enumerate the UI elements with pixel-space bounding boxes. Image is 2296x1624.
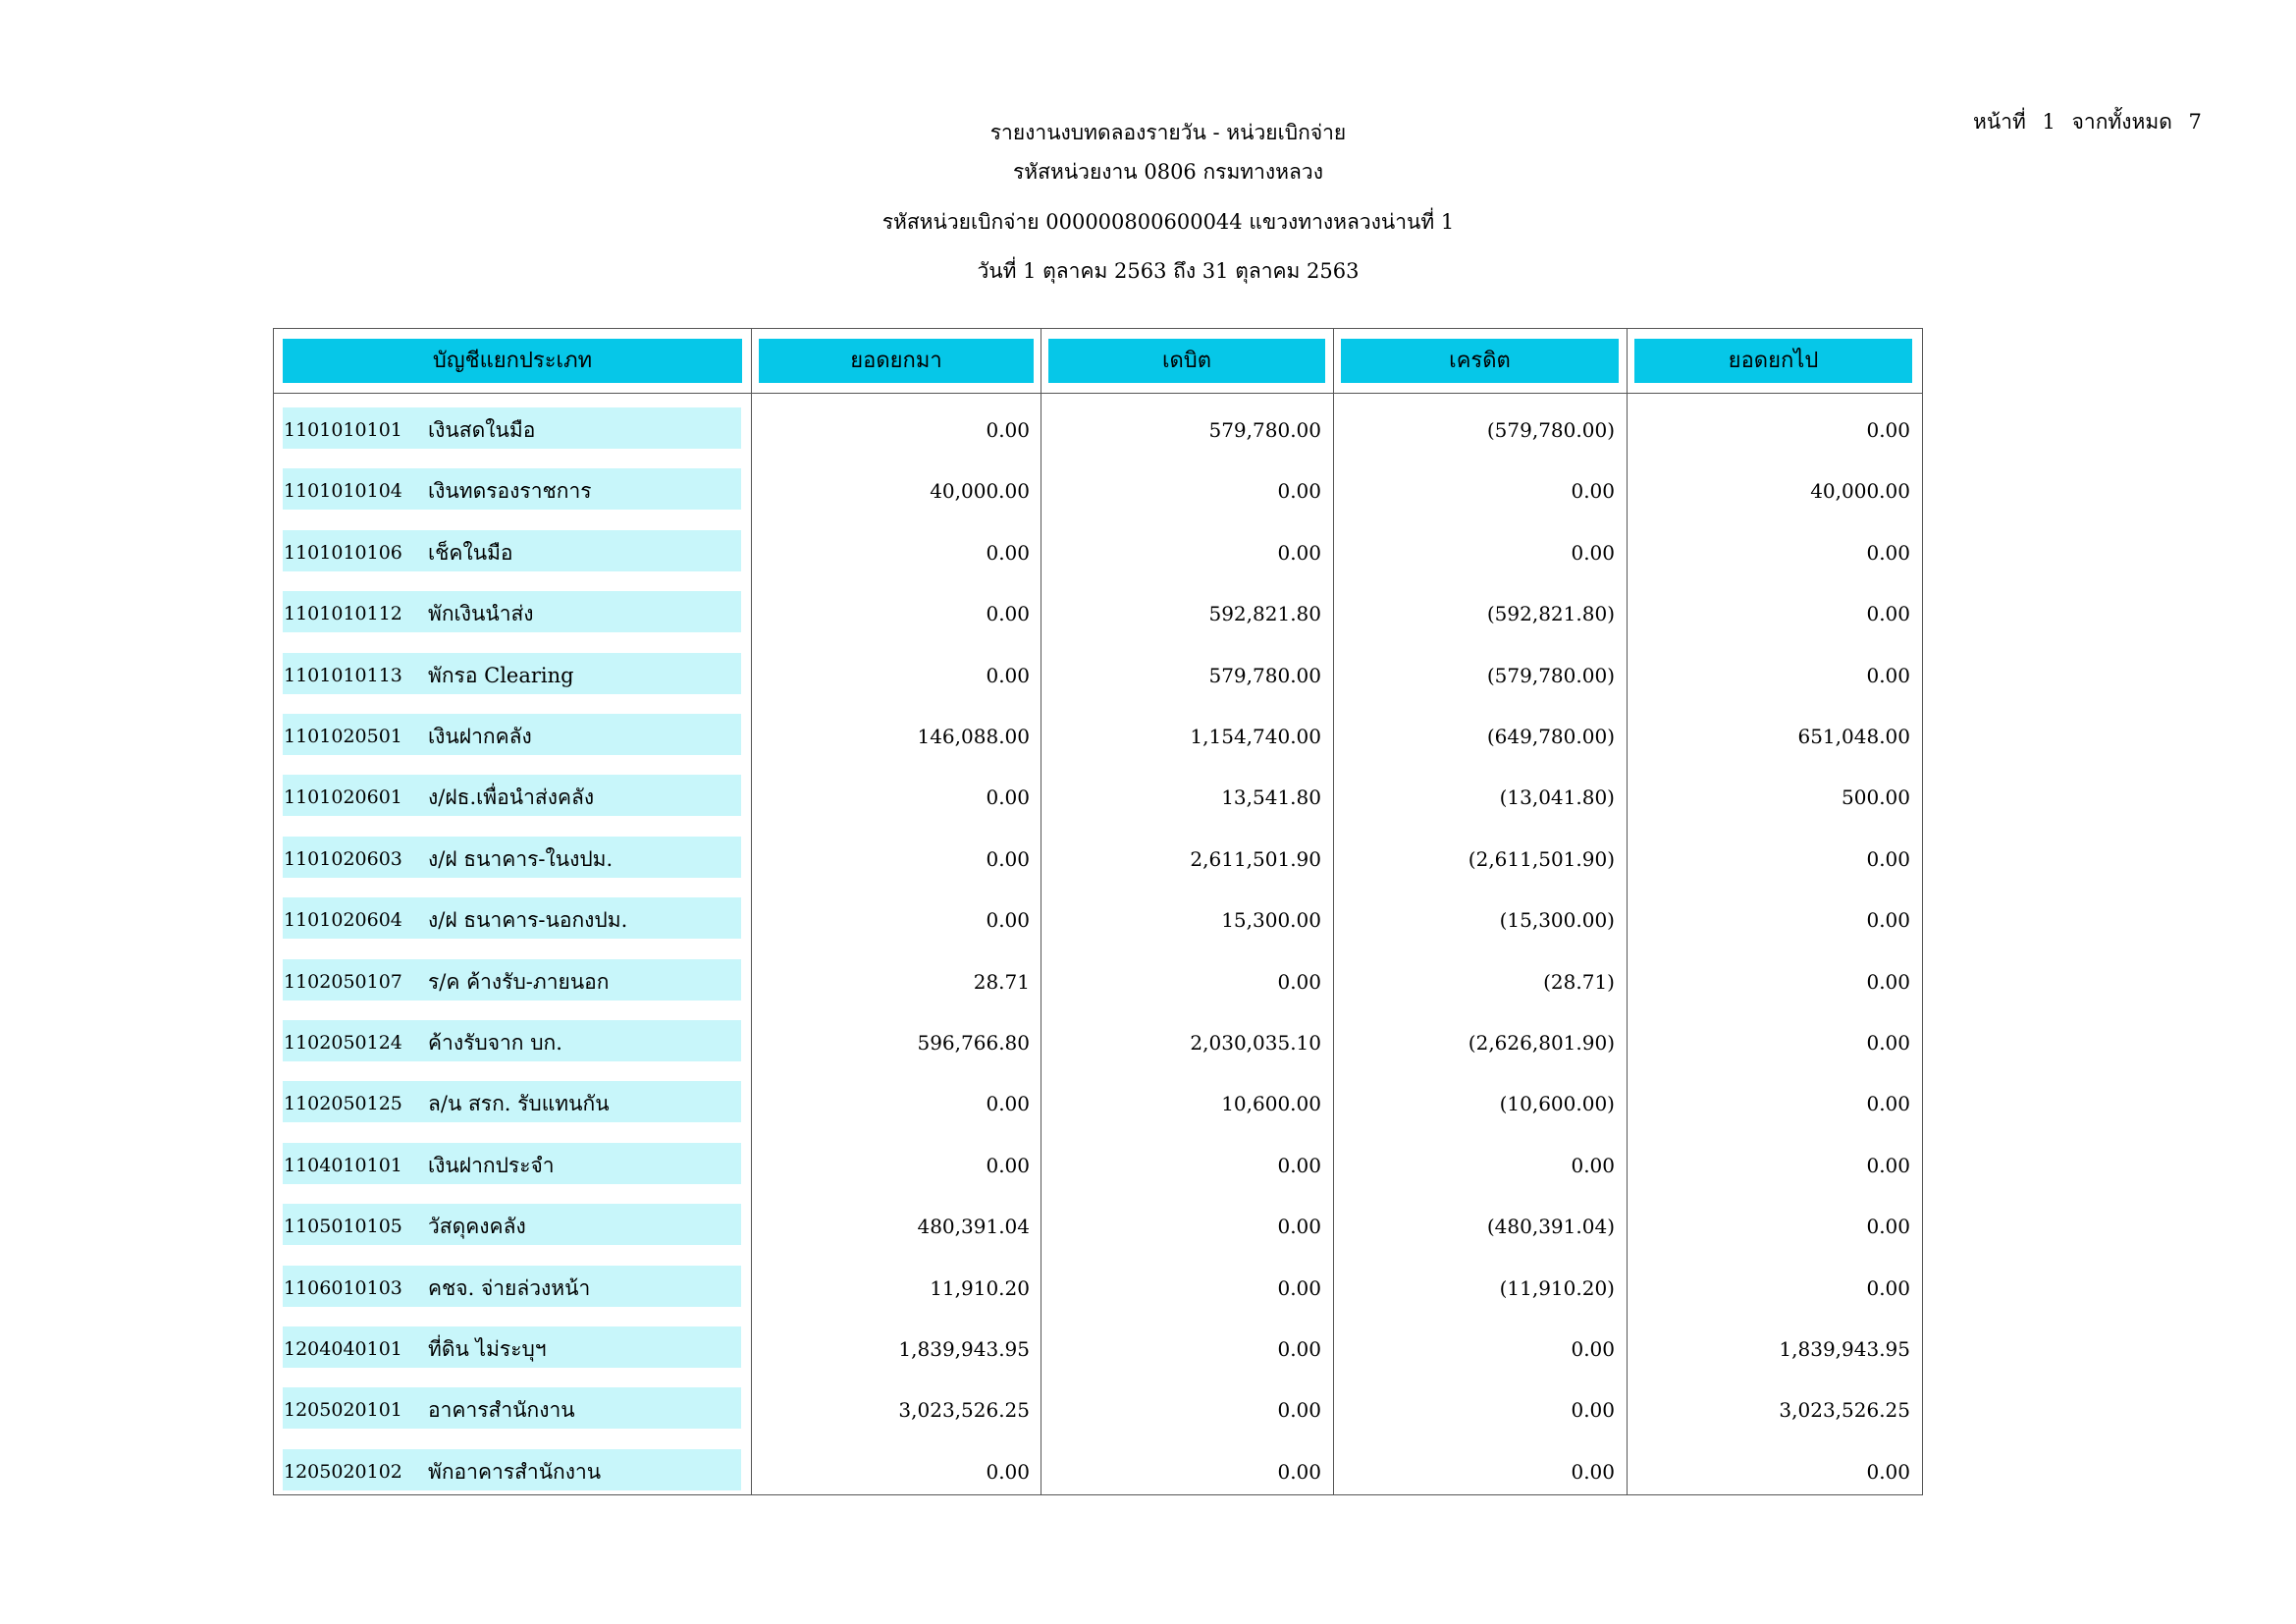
table-row <box>274 1204 1922 1245</box>
account-name: พักอาคารสำนักงาน <box>428 1460 602 1484</box>
brought-forward-value: 480,391.04 <box>917 1215 1030 1238</box>
col-header-brought-forward: ยอดยกมา <box>759 339 1034 383</box>
credit-value: 0.00 <box>1571 479 1615 503</box>
carried-forward-value: 0.00 <box>1866 908 1910 932</box>
carried-forward-value: 0.00 <box>1866 1031 1910 1055</box>
carried-forward-value: 0.00 <box>1866 847 1910 871</box>
carried-forward-value: 0.00 <box>1866 602 1910 625</box>
account-code: 1101020603 <box>284 848 402 870</box>
debit-value: 0.00 <box>1277 541 1321 565</box>
brought-forward-value: 11,910.20 <box>930 1276 1030 1300</box>
debit-value: 579,780.00 <box>1208 418 1321 442</box>
credit-value: (592,821.80) <box>1486 602 1615 625</box>
credit-value: 0.00 <box>1571 541 1615 565</box>
brought-forward-value: 146,088.00 <box>917 725 1030 748</box>
account-code: 1101010106 <box>284 542 402 564</box>
debit-value: 0.00 <box>1277 1276 1321 1300</box>
brought-forward-value: 3,023,526.25 <box>898 1398 1030 1422</box>
account-code: 1101020501 <box>284 726 402 747</box>
table-row <box>274 959 1922 1001</box>
account-cell <box>283 530 741 571</box>
account-code: 1204040101 <box>284 1338 402 1360</box>
credit-value: (2,611,501.90) <box>1468 847 1615 871</box>
table-row <box>274 897 1922 939</box>
debit-value: 15,300.00 <box>1221 908 1321 932</box>
account-cell <box>283 1387 741 1429</box>
account-cell <box>283 1081 741 1122</box>
page-number: 1 <box>2042 110 2056 134</box>
account-cell <box>283 591 741 632</box>
account-code: 1106010103 <box>284 1277 402 1299</box>
debit-value: 0.00 <box>1277 1215 1321 1238</box>
brought-forward-value: 0.00 <box>986 1092 1030 1115</box>
col-header-debit: เดบิต <box>1048 339 1325 383</box>
account-name: ง/ฝ ธนาคาร-นอกงปม. <box>428 908 628 932</box>
table-row <box>274 530 1922 571</box>
page-indicator <box>1973 106 2238 138</box>
trial-balance-table <box>273 328 1923 1495</box>
carried-forward-value: 0.00 <box>1866 1154 1910 1177</box>
carried-forward-value: 0.00 <box>1866 1215 1910 1238</box>
col-header-account: บัญชีแยกประเภท <box>283 339 742 383</box>
report-period: วันที่ 1 ตุลาคม 2563 ถึง 31 ตุลาคม 2563 <box>977 259 1360 283</box>
carried-forward-value: 0.00 <box>1866 664 1910 687</box>
table-row <box>274 468 1922 510</box>
carried-forward-value: 500.00 <box>1842 785 1910 809</box>
debit-value: 592,821.80 <box>1208 602 1321 625</box>
account-name: คชจ. จ่ายล่วงหน้า <box>428 1276 591 1300</box>
report-title: รายงานงบทดลองรายวัน - หน่วยเบิกจ่าย <box>989 121 1347 144</box>
table-row <box>274 407 1922 449</box>
account-name: เงินฝากประจำ <box>428 1154 555 1177</box>
carried-forward-value: 0.00 <box>1866 970 1910 994</box>
account-code: 1101010112 <box>284 603 402 624</box>
account-name: เงินสดในมือ <box>428 418 536 442</box>
credit-value: 0.00 <box>1571 1154 1615 1177</box>
credit-value: (480,391.04) <box>1486 1215 1615 1238</box>
account-name: วัสดุคงคลัง <box>428 1215 526 1238</box>
account-name: อาคารสำนักงาน <box>428 1398 575 1422</box>
account-code: 1105010105 <box>284 1216 402 1237</box>
brought-forward-value: 0.00 <box>986 664 1030 687</box>
debit-value: 2,611,501.90 <box>1190 847 1321 871</box>
carried-forward-value: 0.00 <box>1866 1092 1910 1115</box>
brought-forward-value: 40,000.00 <box>930 479 1030 503</box>
brought-forward-value: 0.00 <box>986 1154 1030 1177</box>
table-row <box>274 591 1922 632</box>
table-row <box>274 714 1922 755</box>
brought-forward-value: 0.00 <box>986 418 1030 442</box>
carried-forward-value: 0.00 <box>1866 418 1910 442</box>
brought-forward-value: 0.00 <box>986 541 1030 565</box>
debit-value: 579,780.00 <box>1208 664 1321 687</box>
carried-forward-value: 651,048.00 <box>1797 725 1910 748</box>
credit-value: (579,780.00) <box>1486 664 1615 687</box>
credit-value: (2,626,801.90) <box>1468 1031 1615 1055</box>
account-cell <box>283 468 741 510</box>
account-code: 1101010101 <box>284 419 402 441</box>
account-code: 1101010113 <box>284 665 402 686</box>
debit-value: 10,600.00 <box>1221 1092 1321 1115</box>
debit-value: 1,154,740.00 <box>1190 725 1321 748</box>
account-name: เช็คในมือ <box>428 541 513 565</box>
agency-code: รหัสหน่วยงาน 0806 กรมทางหลวง <box>1013 160 1323 184</box>
account-name: ง/ฝ ธนาคาร-ในงปม. <box>428 847 614 871</box>
disbursing-unit: รหัสหน่วยเบิกจ่าย 000000800600044 แขวงทางหลวงน่านที่ 1 <box>881 210 1455 234</box>
account-cell <box>283 1204 741 1245</box>
account-cell <box>283 1449 741 1490</box>
debit-value: 13,541.80 <box>1221 785 1321 809</box>
account-name: ร/ค ค้างรับ-ภายนอก <box>428 970 610 994</box>
credit-value: (10,600.00) <box>1499 1092 1615 1115</box>
account-name: เงินทดรองราชการ <box>428 479 592 503</box>
table-row <box>274 1143 1922 1184</box>
table-header <box>274 339 1922 383</box>
table-row <box>274 1326 1922 1368</box>
account-name: ล/น สรก. รับแทนกัน <box>428 1092 610 1115</box>
account-code: 1101010104 <box>284 480 402 502</box>
account-cell <box>283 653 741 694</box>
brought-forward-value: 0.00 <box>986 1460 1030 1484</box>
account-code: 1102050125 <box>284 1093 402 1114</box>
credit-value: (28.71) <box>1543 970 1615 994</box>
account-name: ง/ฝธ.เพื่อนำส่งคลัง <box>428 785 595 809</box>
account-name: ที่ดิน ไม่ระบุฯ <box>428 1337 547 1361</box>
brought-forward-value: 0.00 <box>986 908 1030 932</box>
account-code: 1102050107 <box>284 971 402 993</box>
account-cell <box>283 837 741 878</box>
credit-value: (11,910.20) <box>1499 1276 1615 1300</box>
table-row <box>274 1387 1922 1429</box>
carried-forward-value: 0.00 <box>1866 1460 1910 1484</box>
table-row <box>274 1266 1922 1307</box>
col-header-credit: เครดิต <box>1341 339 1619 383</box>
credit-value: 0.00 <box>1571 1398 1615 1422</box>
account-cell <box>283 714 741 755</box>
account-cell <box>283 775 741 816</box>
carried-forward-value: 40,000.00 <box>1810 479 1910 503</box>
account-name: ค้างรับจาก บก. <box>428 1031 562 1055</box>
brought-forward-value: 0.00 <box>986 602 1030 625</box>
table-row <box>274 1449 1922 1490</box>
account-code: 1101020604 <box>284 909 402 931</box>
debit-value: 0.00 <box>1277 479 1321 503</box>
account-name: เงินฝากคลัง <box>428 725 532 748</box>
header-divider <box>274 393 1922 394</box>
page-label: หน้าที่ <box>1973 110 2026 134</box>
debit-value: 0.00 <box>1277 1398 1321 1422</box>
table-row <box>274 837 1922 878</box>
debit-value: 0.00 <box>1277 1337 1321 1361</box>
table-row <box>274 653 1922 694</box>
table-row <box>274 775 1922 816</box>
account-name: พักเงินนำส่ง <box>428 602 534 625</box>
credit-value: 0.00 <box>1571 1337 1615 1361</box>
credit-value: (579,780.00) <box>1486 418 1615 442</box>
brought-forward-value: 28.71 <box>973 970 1030 994</box>
account-cell <box>283 1266 741 1307</box>
account-cell <box>283 897 741 939</box>
credit-value: (649,780.00) <box>1486 725 1615 748</box>
debit-value: 0.00 <box>1277 1154 1321 1177</box>
total-pages-label: จากทั้งหมด <box>2071 110 2172 134</box>
debit-value: 0.00 <box>1277 1460 1321 1484</box>
account-cell <box>283 1020 741 1061</box>
brought-forward-value: 0.00 <box>986 785 1030 809</box>
total-pages: 7 <box>2188 110 2202 134</box>
account-code: 1205020102 <box>284 1461 402 1483</box>
carried-forward-value: 0.00 <box>1866 1276 1910 1300</box>
account-cell <box>283 1143 741 1184</box>
credit-value: 0.00 <box>1571 1460 1615 1484</box>
account-code: 1104010101 <box>284 1155 402 1176</box>
debit-value: 2,030,035.10 <box>1190 1031 1321 1055</box>
table-row <box>274 1081 1922 1122</box>
credit-value: (13,041.80) <box>1499 785 1615 809</box>
account-cell <box>283 959 741 1001</box>
table-row <box>274 1020 1922 1061</box>
carried-forward-value: 0.00 <box>1866 541 1910 565</box>
account-cell <box>283 1326 741 1368</box>
carried-forward-value: 3,023,526.25 <box>1779 1398 1910 1422</box>
debit-value: 0.00 <box>1277 970 1321 994</box>
account-code: 1102050124 <box>284 1032 402 1054</box>
account-cell <box>283 407 741 449</box>
carried-forward-value: 1,839,943.95 <box>1779 1337 1910 1361</box>
col-header-carried-forward: ยอดยกไป <box>1634 339 1912 383</box>
brought-forward-value: 596,766.80 <box>917 1031 1030 1055</box>
brought-forward-value: 1,839,943.95 <box>898 1337 1030 1361</box>
credit-value: (15,300.00) <box>1499 908 1615 932</box>
account-code: 1205020101 <box>284 1399 402 1421</box>
account-code: 1101020601 <box>284 786 402 808</box>
account-name: พักรอ Clearing <box>428 664 574 687</box>
brought-forward-value: 0.00 <box>986 847 1030 871</box>
